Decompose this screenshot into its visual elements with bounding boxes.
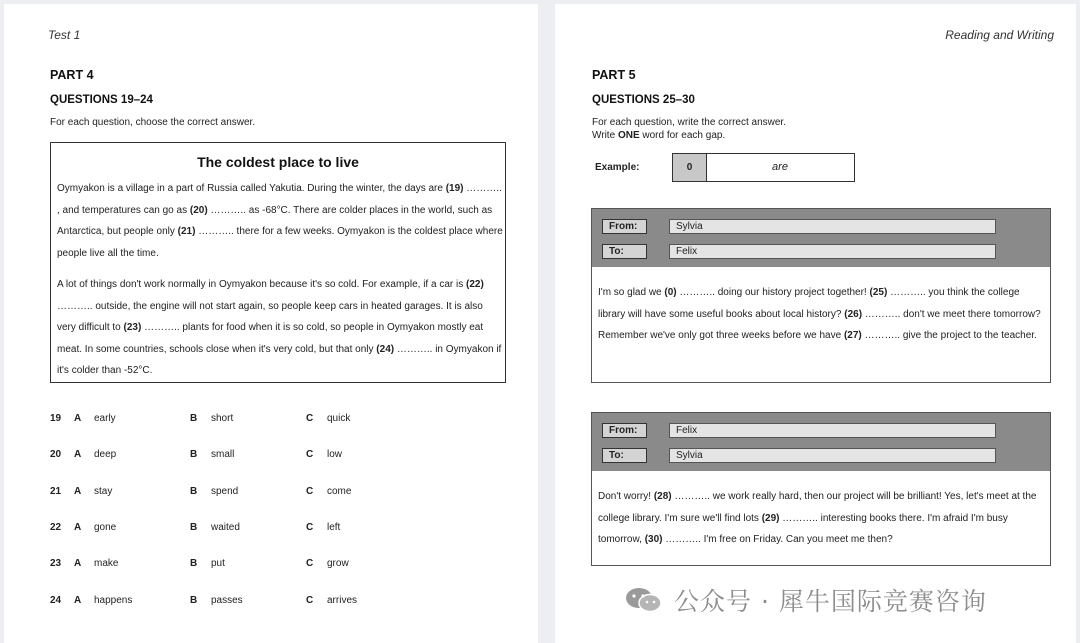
gap-number: (23) — [123, 322, 142, 333]
option-c: left — [327, 521, 341, 533]
gap-number: (0) — [664, 287, 677, 298]
page-header: Test 1 — [48, 28, 81, 42]
option-letter-a: A — [74, 413, 82, 424]
to-label: To: — [602, 244, 647, 259]
watermark-text: 公众号 · 犀牛国际竞赛咨询 — [674, 587, 987, 616]
to-field: Felix — [669, 244, 996, 259]
option-letter-c: C — [306, 485, 314, 497]
option-c: grow — [327, 558, 349, 570]
from-label: From: — [602, 219, 647, 234]
question-number: 23 — [50, 558, 62, 570]
reading-title: The coldest place to live — [197, 154, 359, 170]
instruction-line-2: Write ONE word for each gap. — [592, 130, 726, 141]
to-label: To: — [602, 448, 647, 463]
option-letter-b: B — [190, 485, 198, 497]
instruction-line-1: For each question, write the correct answer. — [592, 117, 786, 128]
option-letter-c: C — [306, 558, 314, 570]
paragraph-1: Oymyakon is a village in a part of Russia called Yakutia. During the winter, the days are (19) ……….. , and temperatures can go as (20) ……….. as -68°C. There are colder places in the world, such as Antarctica, but people only (21) ……….. there for a few weeks. Oymyakon is the coldest place where people live all the time. — [57, 183, 503, 259]
question-number: 19 — [50, 413, 62, 424]
option-a: gone — [94, 521, 117, 533]
option-letter-c: C — [306, 594, 314, 606]
example-label: Example: — [595, 162, 640, 173]
option-b: small — [211, 449, 235, 461]
option-a: deep — [94, 449, 117, 461]
option-c: quick — [327, 413, 351, 424]
option-letter-b: B — [190, 521, 198, 533]
gap-number: (26) — [844, 308, 863, 320]
questions-title: QUESTIONS 25–30 — [592, 94, 695, 106]
option-letter-b: B — [190, 594, 198, 606]
option-a: stay — [94, 485, 113, 497]
option-letter-b: B — [190, 558, 198, 570]
instruction: For each question, choose the correct answer. — [50, 117, 256, 128]
from-field: Sylvia — [669, 219, 996, 234]
option-letter-c: C — [306, 413, 314, 424]
from-label: From: — [602, 423, 647, 438]
option-letter-a: A — [74, 485, 82, 497]
option-a: early — [94, 413, 116, 424]
gap-number: (25) — [869, 287, 888, 298]
option-c: come — [327, 485, 352, 497]
question-row — [50, 449, 380, 463]
option-b: passes — [211, 594, 243, 606]
question-number: 22 — [50, 521, 62, 533]
email-1 — [591, 208, 1051, 383]
question-number: 20 — [50, 449, 62, 461]
option-c: arrives — [327, 594, 358, 606]
option-b: waited — [211, 521, 240, 533]
option-c: low — [327, 449, 343, 461]
left-page — [4, 4, 538, 643]
question-row — [50, 558, 380, 572]
gap-number: (20) — [189, 204, 208, 216]
question-row — [50, 595, 380, 609]
wechat-icon — [624, 586, 664, 614]
email-header — [592, 209, 1050, 267]
part-title: PART 5 — [592, 68, 636, 82]
reading-passage — [50, 142, 506, 383]
gap-number: (28) — [653, 491, 672, 502]
option-a: happens — [94, 594, 133, 606]
gap-number: (19) — [445, 183, 464, 194]
option-b: spend — [211, 485, 239, 497]
question-row — [50, 413, 380, 427]
email-body: Don't worry! (28) ……….. we work really hard, then our project will be brilliant! Yes, let's meet at the college library. I'm sure we'll find lots (29) ……….. interesting books there. I'm afraid I'm busy tomorrow, (30) ……….. I'm free on Friday. Can you meet me then? — [598, 491, 1037, 545]
question-row — [50, 486, 380, 500]
option-letter-b: B — [190, 413, 198, 424]
email-header — [592, 413, 1050, 471]
page-header: Reading and Writing — [945, 28, 1054, 42]
gap-number: (30) — [644, 534, 663, 545]
gap-number: (21) — [177, 226, 196, 237]
option-letter-a: A — [74, 449, 82, 461]
gap-number: (27) — [843, 330, 862, 341]
option-letter-a: A — [74, 521, 82, 533]
example-number: 0 — [673, 154, 707, 181]
question-number: 21 — [50, 485, 62, 497]
option-b: short — [211, 413, 234, 424]
option-a: make — [94, 558, 119, 570]
instruction — [592, 116, 786, 142]
to-field: Sylvia — [669, 448, 996, 463]
part-title: PART 4 — [50, 68, 94, 82]
email-2 — [591, 412, 1051, 566]
option-letter-a: A — [74, 594, 82, 606]
gap-number: (29) — [761, 512, 780, 524]
question-row — [50, 522, 380, 536]
option-letter-b: B — [190, 449, 198, 461]
gap-number: (24) — [376, 343, 395, 355]
example-box — [672, 153, 855, 182]
option-letter-a: A — [74, 558, 82, 570]
email-body: I'm so glad we (0) ……….. doing our history project together! (25) ……….. you think the college library will have some useful books about local history? (26) ……….. don't we meet there tomorrow? Remember we've only got three weeks before we have (27) ……….. give the project to the teacher. — [598, 287, 1041, 341]
example-answer: are — [772, 161, 788, 173]
questions-title: QUESTIONS 19–24 — [50, 94, 153, 106]
option-letter-c: C — [306, 521, 314, 533]
right-page — [555, 4, 1076, 643]
question-number: 24 — [50, 594, 62, 606]
option-letter-c: C — [306, 449, 314, 461]
option-b: put — [211, 558, 225, 570]
gap-number: (22) — [466, 279, 484, 290]
from-field: Felix — [669, 423, 996, 438]
paragraph-2: A lot of things don't work normally in Oymyakon because it's so cold. For example, if a car is (22) ……….. outside, the engine will not start again, so people keep cars in heated garages. It is also very difficult to (23) ……….. plants for food when it is so cold, so people in Oymyakon mostly eat meat. In some countries, schools close when it's very cold, but that only (24) ……….. in Oymyakon if it's colder than -52°C. — [57, 279, 502, 376]
